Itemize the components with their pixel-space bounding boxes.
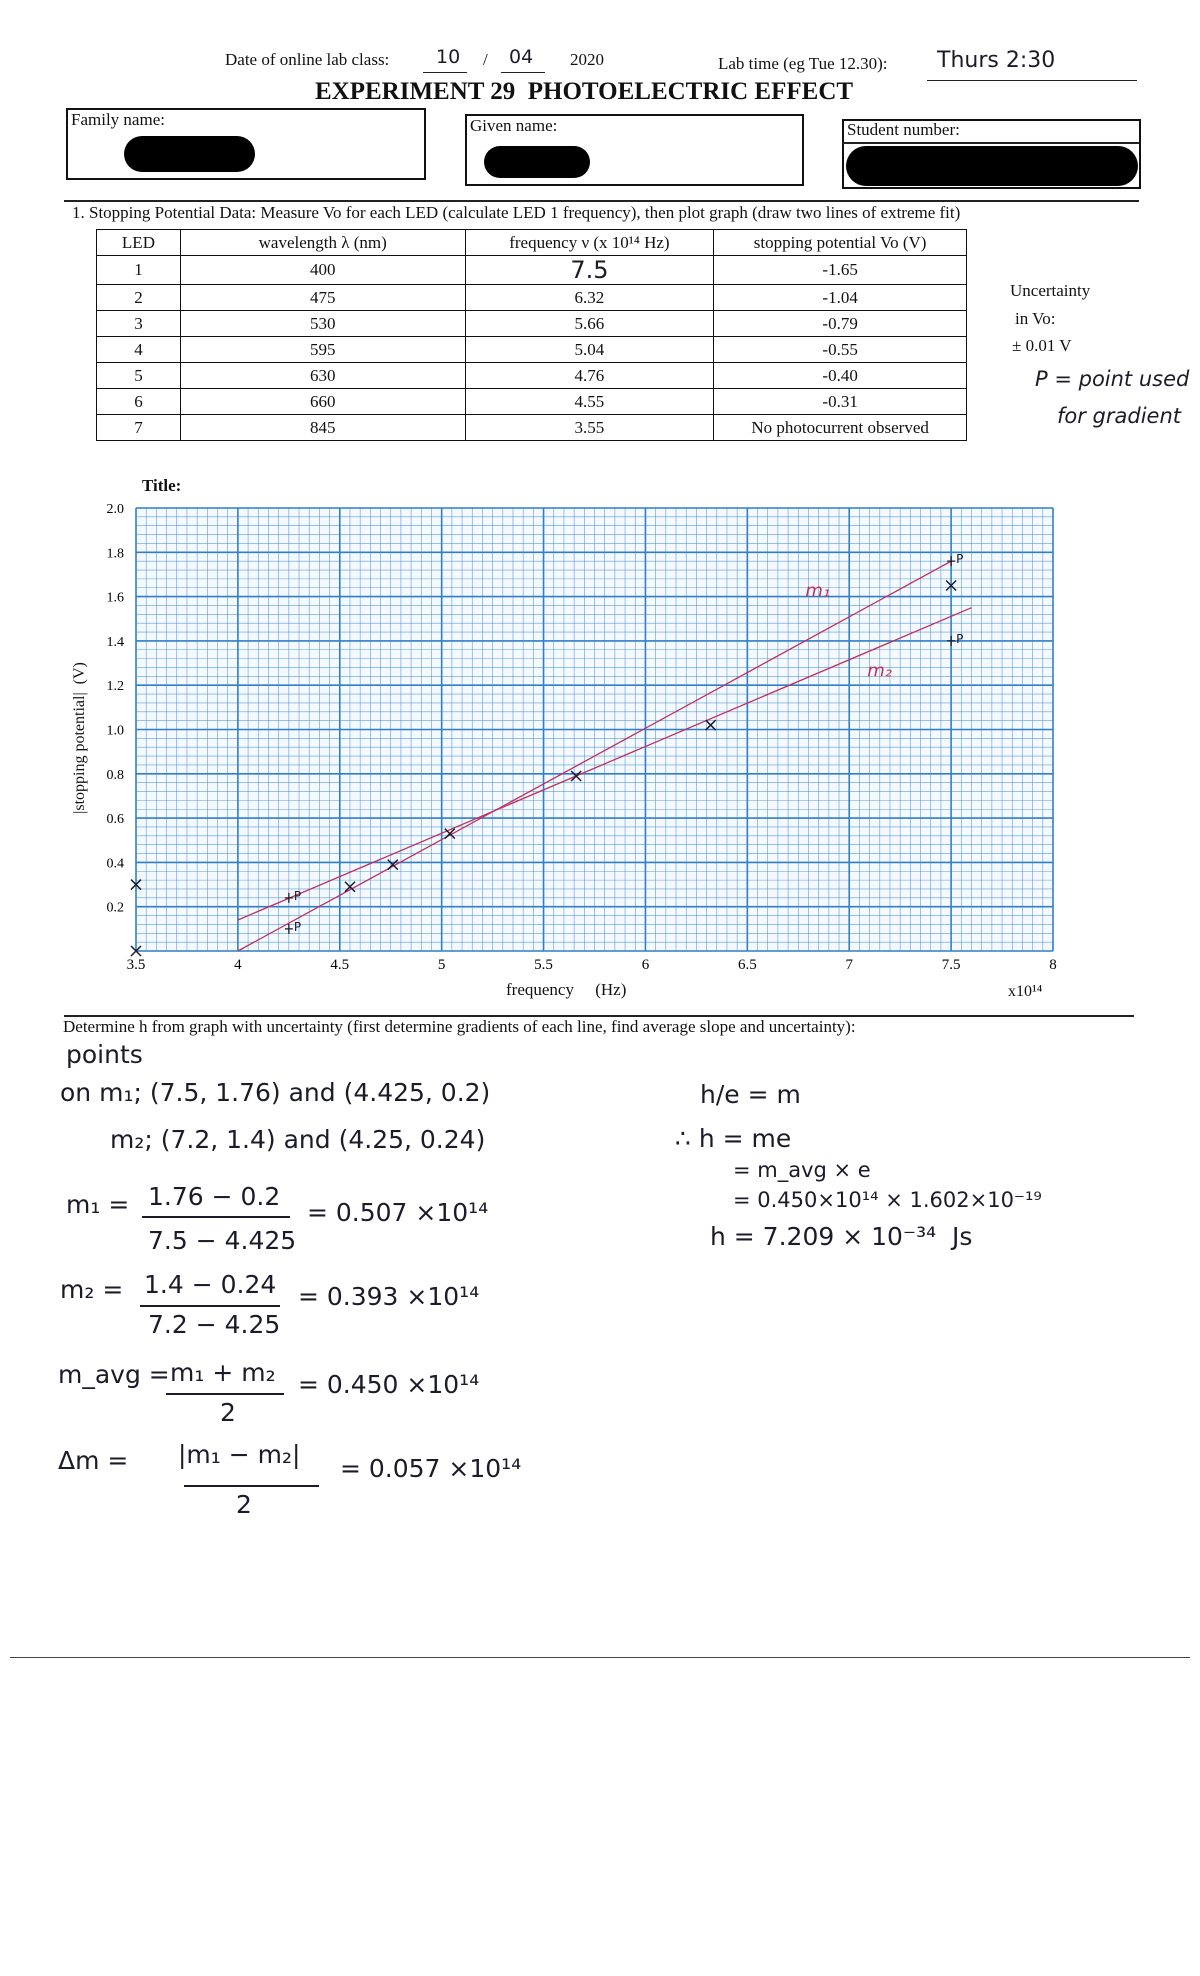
m1-denominator: 7.5 − 4.425 <box>148 1226 297 1255</box>
table-cell: 6 <box>97 389 181 415</box>
m2-result: = 0.393 ×10¹⁴ <box>298 1282 480 1311</box>
table-cell: -0.31 <box>714 389 967 415</box>
m2-denominator: 7.2 − 4.25 <box>148 1310 281 1339</box>
gradient-point-note-2: for gradient <box>1057 404 1182 428</box>
gradient-point-label: P <box>956 552 964 567</box>
x-tick-label: 8 <box>1049 957 1057 973</box>
date-day: 10 <box>436 46 461 68</box>
x-tick-label: 6.5 <box>737 957 757 973</box>
table-cell: -0.40 <box>714 363 967 389</box>
m1-fraction-bar <box>142 1216 290 1218</box>
table-cell: 845 <box>180 415 465 441</box>
family-name-label: Family name: <box>71 110 165 129</box>
y-tick-label: 2.0 <box>106 502 124 517</box>
uncertainty-label: Uncertainty <box>1010 281 1091 300</box>
page-title: EXPERIMENT 29 PHOTOELECTRIC EFFECT <box>315 78 854 105</box>
mavg-numerator: m₁ + m₂ <box>170 1358 276 1387</box>
table-cell: 2 <box>97 285 181 311</box>
result-substitution: = 0.450×10¹⁴ × 1.602×10⁻¹⁹ <box>733 1188 1042 1212</box>
m1-result: = 0.507 ×10¹⁴ <box>307 1198 489 1227</box>
dm-lhs: Δm = <box>58 1446 129 1475</box>
table-cell: 595 <box>180 337 465 363</box>
col-header-led: LED <box>97 230 181 256</box>
y-tick-label: 1.2 <box>106 679 124 695</box>
mavg-lhs: m_avg = <box>58 1360 170 1389</box>
table-cell: 530 <box>180 311 465 337</box>
y-tick-label: 1.0 <box>106 723 124 739</box>
table-cell: No photocurrent observed <box>714 415 967 441</box>
result-h-value: h = 7.209 × 10⁻³⁴ Js <box>710 1222 973 1251</box>
date-label: Date of online lab class: <box>225 50 390 69</box>
x-tick-label: 6 <box>641 957 650 973</box>
gradient-point-label: P <box>293 919 302 934</box>
table-cell: 3 <box>97 311 181 337</box>
work-points-m2: m₂; (7.2, 1.4) and (4.25, 0.24) <box>110 1125 486 1154</box>
page-bottom-rule <box>10 1657 1190 1658</box>
table-cell: 3.55 <box>465 415 714 441</box>
dm-denominator: 2 <box>236 1490 252 1519</box>
table-cell-handwritten: 7.5 <box>465 256 714 285</box>
lab-time-value: Thurs 2:30 <box>937 48 1056 73</box>
uncertainty-value: ± 0.01 V <box>1012 336 1072 355</box>
x-tick-label: 7 <box>845 957 853 973</box>
dm-numerator: |m₁ − m₂| <box>178 1440 301 1469</box>
chart-title-label: Title: <box>142 476 182 495</box>
x-axis-label: frequency (Hz) <box>506 980 627 999</box>
y-tick-label: 0.6 <box>106 812 124 828</box>
table-cell: 5.04 <box>465 337 714 363</box>
y-tick-label: 1.8 <box>106 546 124 562</box>
dm-result: = 0.057 ×10¹⁴ <box>340 1454 522 1483</box>
table-cell: 5 <box>97 363 181 389</box>
table-cell: -0.55 <box>714 337 967 363</box>
fit-line-label: m₁ <box>805 580 831 602</box>
date-separator: / <box>483 50 488 69</box>
x-tick-label: 7.5 <box>941 957 961 973</box>
student-number-label: Student number: <box>847 120 960 139</box>
col-header-wavelength: wavelength λ (nm) <box>180 230 465 256</box>
date-month: 04 <box>509 46 534 68</box>
table-cell: 1 <box>97 256 181 285</box>
table-cell: 5.66 <box>465 311 714 337</box>
table-cell: 660 <box>180 389 465 415</box>
col-header-frequency: frequency ν (x 10¹⁴ Hz) <box>465 230 714 256</box>
y-tick-label: 1.6 <box>106 590 124 606</box>
lab-time-label: Lab time (eg Tue 12.30): <box>718 54 888 73</box>
table-cell: -1.65 <box>714 256 967 285</box>
y-axis-label: |stopping potential| (V) <box>71 662 88 814</box>
table-cell: 6.32 <box>465 285 714 311</box>
table-cell: 4.55 <box>465 389 714 415</box>
x-tick-label: 4.5 <box>330 957 350 973</box>
dm-fraction-bar <box>184 1485 319 1487</box>
x-tick-label: 4 <box>234 957 242 973</box>
fit-line-label: m₂ <box>867 660 892 682</box>
date-year: 2020 <box>570 50 604 69</box>
m1-numerator: 1.76 − 0.2 <box>148 1182 281 1211</box>
m2-fraction-bar <box>140 1305 280 1307</box>
y-tick-label: 0.4 <box>106 856 124 872</box>
gradient-point-note: P = point used <box>1035 367 1190 391</box>
table-cell: 475 <box>180 285 465 311</box>
uncertainty-label-2: in Vo: <box>1015 309 1056 328</box>
x-multiplier-label: x10¹⁴ <box>1008 983 1043 1000</box>
work-points-m1: on m₁; (7.5, 1.76) and (4.425, 0.2) <box>60 1078 491 1107</box>
section2-instruction: Determine h from graph with uncertainty (first determine gradients of each line, find average slope and uncertainty): <box>63 1017 856 1036</box>
m1-lhs: m₁ = <box>66 1190 130 1219</box>
gradient-point-label: P <box>293 888 302 903</box>
table-cell: 400 <box>180 256 465 285</box>
mavg-result: = 0.450 ×10¹⁴ <box>298 1370 480 1399</box>
table-cell: 4.76 <box>465 363 714 389</box>
given-name-label: Given name: <box>470 116 558 135</box>
y-tick-label: 0.8 <box>106 767 124 783</box>
table-cell: -1.04 <box>714 285 967 311</box>
table-cell: 4 <box>97 337 181 363</box>
y-tick-label: 0.2 <box>106 900 124 916</box>
x-tick-label: 5 <box>437 957 446 973</box>
y-tick-label: 1.4 <box>106 634 124 650</box>
work-points-heading: points <box>66 1040 143 1069</box>
m2-lhs: m₂ = <box>60 1275 124 1304</box>
gradient-point-label: P <box>956 631 964 646</box>
m2-numerator: 1.4 − 0.24 <box>144 1270 277 1299</box>
mavg-denominator: 2 <box>220 1398 236 1427</box>
x-tick-label: 3.5 <box>126 957 146 973</box>
result-mavg-e: = m_avg × e <box>733 1158 871 1182</box>
table-cell: 7 <box>97 415 181 441</box>
table-cell: -0.79 <box>714 311 967 337</box>
result-h-me: ∴ h = me <box>675 1124 792 1153</box>
result-h-over-e: h/e = m <box>700 1080 801 1109</box>
col-header-stopping-potential: stopping potential Vo (V) <box>714 230 967 256</box>
section1-instruction: 1. Stopping Potential Data: Measure Vo for each LED (calculate LED 1 frequency), then plot graph (draw two lines of extreme fit) <box>72 203 961 222</box>
x-tick-label: 5.5 <box>534 957 553 973</box>
table-cell: 630 <box>180 363 465 389</box>
mavg-fraction-bar <box>166 1393 284 1395</box>
